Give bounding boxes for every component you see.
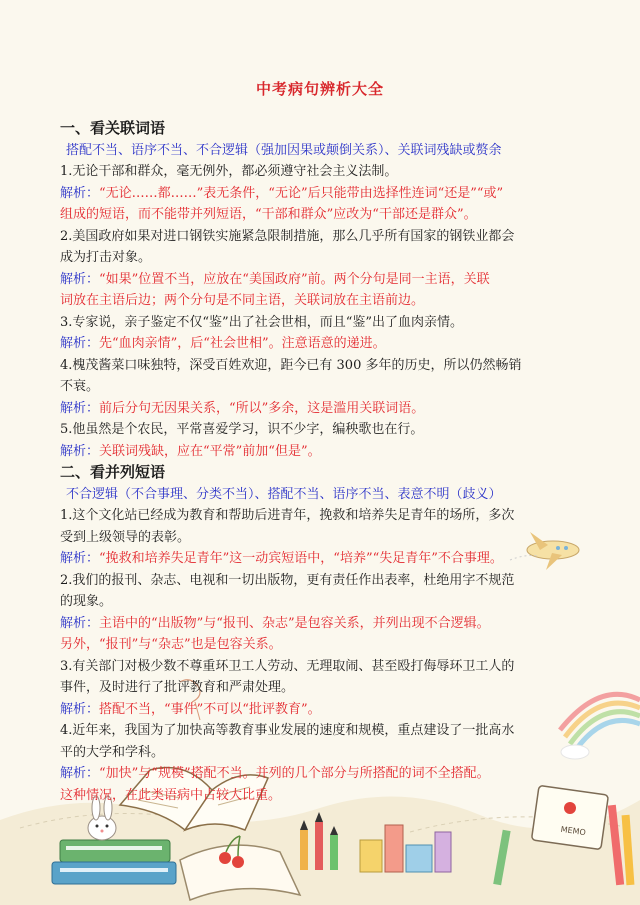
analysis-label: 解析： [60, 551, 100, 566]
analysis-line [60, 763, 588, 785]
analysis-line [60, 290, 588, 312]
analysis-label: 解析： [60, 443, 100, 459]
line-text: 另外，“报刊”与“杂志”也是包容关系。 [60, 637, 282, 652]
line-text: 3.有关部门对极少数不尊重环卫工人劳动、无理取闹、甚至殴打侮辱环卫工人的 [60, 658, 515, 674]
line-text: 受到上级领导的表彰。 [60, 529, 191, 545]
question-line [60, 742, 588, 764]
line-text: 组成的短语，而不能带并列短语，“干部和群众”应改为“干部还是群众”。 [60, 207, 477, 222]
analysis-line [60, 398, 588, 420]
document-title: 中考病句辨析大全 [255, 80, 384, 98]
line-text: 事件，及时进行了批评教育和严肃处理。 [60, 680, 295, 695]
analysis-line [60, 333, 588, 355]
analysis-label: 解析： [60, 701, 100, 717]
analysis-line [60, 548, 588, 570]
question-line [60, 312, 588, 334]
line-text: “无论……都……”表无条件，“无论”后只能带由选择性连词“还是”“或” [99, 185, 504, 201]
question-line [60, 419, 588, 441]
analysis-line [60, 441, 588, 463]
question-line [60, 505, 588, 527]
question-line [60, 677, 588, 699]
line-text: “加快”与“规模”搭配不当。并列的几个部分与所搭配的词不全搭配。 [99, 766, 490, 781]
question-line [60, 247, 588, 269]
analysis-line [60, 204, 588, 226]
line-text: 4.近年来，我国为了加快高等教育事业发展的速度和规模，重点建设了一批高水 [60, 723, 515, 738]
line-text: 先“血肉亲情”，后“社会世相”。注意语意的递进。 [99, 336, 386, 351]
question-line [60, 161, 588, 183]
section-lines [60, 161, 588, 462]
line-text: 的现象。 [60, 594, 113, 609]
line-text: “如果”位置不当，应放在“美国政府”前。两个分句是同一主语，关联 [99, 271, 490, 287]
analysis-label: 解析： [60, 271, 100, 287]
analysis-line [60, 699, 588, 721]
analysis-label: 解析： [60, 400, 100, 416]
memo-label: MEMO [560, 824, 587, 838]
section-lines [60, 505, 588, 806]
section-subtitle: 不合逻辑（不合事理、分类不当）、搭配不当、语序不当、表意不明（歧义） [66, 486, 502, 502]
line-text: 成为打击对象。 [60, 250, 152, 265]
question-line [60, 591, 588, 613]
line-text: 2.我们的报刊、杂志、电视和一切出版物，更有责任作出表率，杜绝用字不规范 [60, 572, 515, 588]
analysis-label: 解析： [60, 336, 100, 351]
line-text: 这种情况，在此类语病中占较大比重。 [60, 787, 282, 803]
question-line [60, 355, 588, 377]
book-stack-icon [52, 840, 176, 884]
analysis-label: 解析： [60, 185, 100, 201]
line-text: 3.专家说，亲子鉴定不仅“鉴”出了社会世相，而且“鉴”出了血肉亲情。 [60, 314, 463, 330]
line-text: 词放在主语后边；两个分句是不同主语，关联词放在主语前边。 [60, 293, 425, 308]
question-line [60, 376, 588, 398]
question-line [60, 527, 588, 549]
line-text: 搭配不当，“事件”不可以“批评教育”。 [99, 701, 321, 717]
line-text: 1.无论干部和群众，毫无例外，都必须遵守社会主义法制。 [60, 164, 398, 179]
line-text: 不衰。 [60, 379, 100, 394]
question-line [60, 720, 588, 742]
question-line [60, 226, 588, 248]
analysis-line [60, 183, 588, 205]
line-text: 主语中的“出版物”与“报刊、杂志”是包容关系，并列出现不合逻辑。 [99, 615, 490, 631]
question-line [60, 570, 588, 592]
analysis-line [60, 269, 588, 291]
analysis-line [60, 613, 588, 635]
line-text: 5.他虽然是个农民，平常喜爱学习，识不少字，编秧歌也在行。 [60, 422, 424, 437]
analysis-label: 解析： [60, 615, 100, 631]
line-text: 1.这个文化站已经成为教育和帮助后进青年，挽救和培养失足青年的场所，多次 [60, 508, 515, 523]
line-text: 关联词残缺，应在“平常”前加“但是”。 [99, 443, 321, 459]
line-text: 平的大学和学科。 [60, 744, 165, 760]
analysis-line [60, 785, 588, 807]
document-body [60, 118, 588, 806]
line-text: 前后分句无因果关系，“所以”多余，这是滥用关联词语。 [99, 400, 425, 416]
analysis-line [60, 634, 588, 656]
question-line [60, 656, 588, 678]
section-subtitle: 搭配不当、语序不当、不合逻辑（强加因果或颠倒关系）、关联词残缺或赘余 [66, 142, 502, 158]
section-heading: 二、看并列短语 [60, 463, 166, 481]
analysis-label: 解析： [60, 766, 100, 781]
section-heading: 一、看关联词语 [60, 119, 166, 137]
line-text: “挽救和培养失足青年”这一动宾短语中，“培养”“失足青年”不合事理。 [99, 551, 503, 566]
line-text: 2.美国政府如果对进口钢铁实施紧急限制措施，那么几乎所有国家的钢铁业都会 [60, 228, 515, 244]
line-text: 4.槐茂酱菜口味独特，深受百姓欢迎，距今已有 300 多年的历史，所以仍然畅销 [60, 357, 522, 373]
